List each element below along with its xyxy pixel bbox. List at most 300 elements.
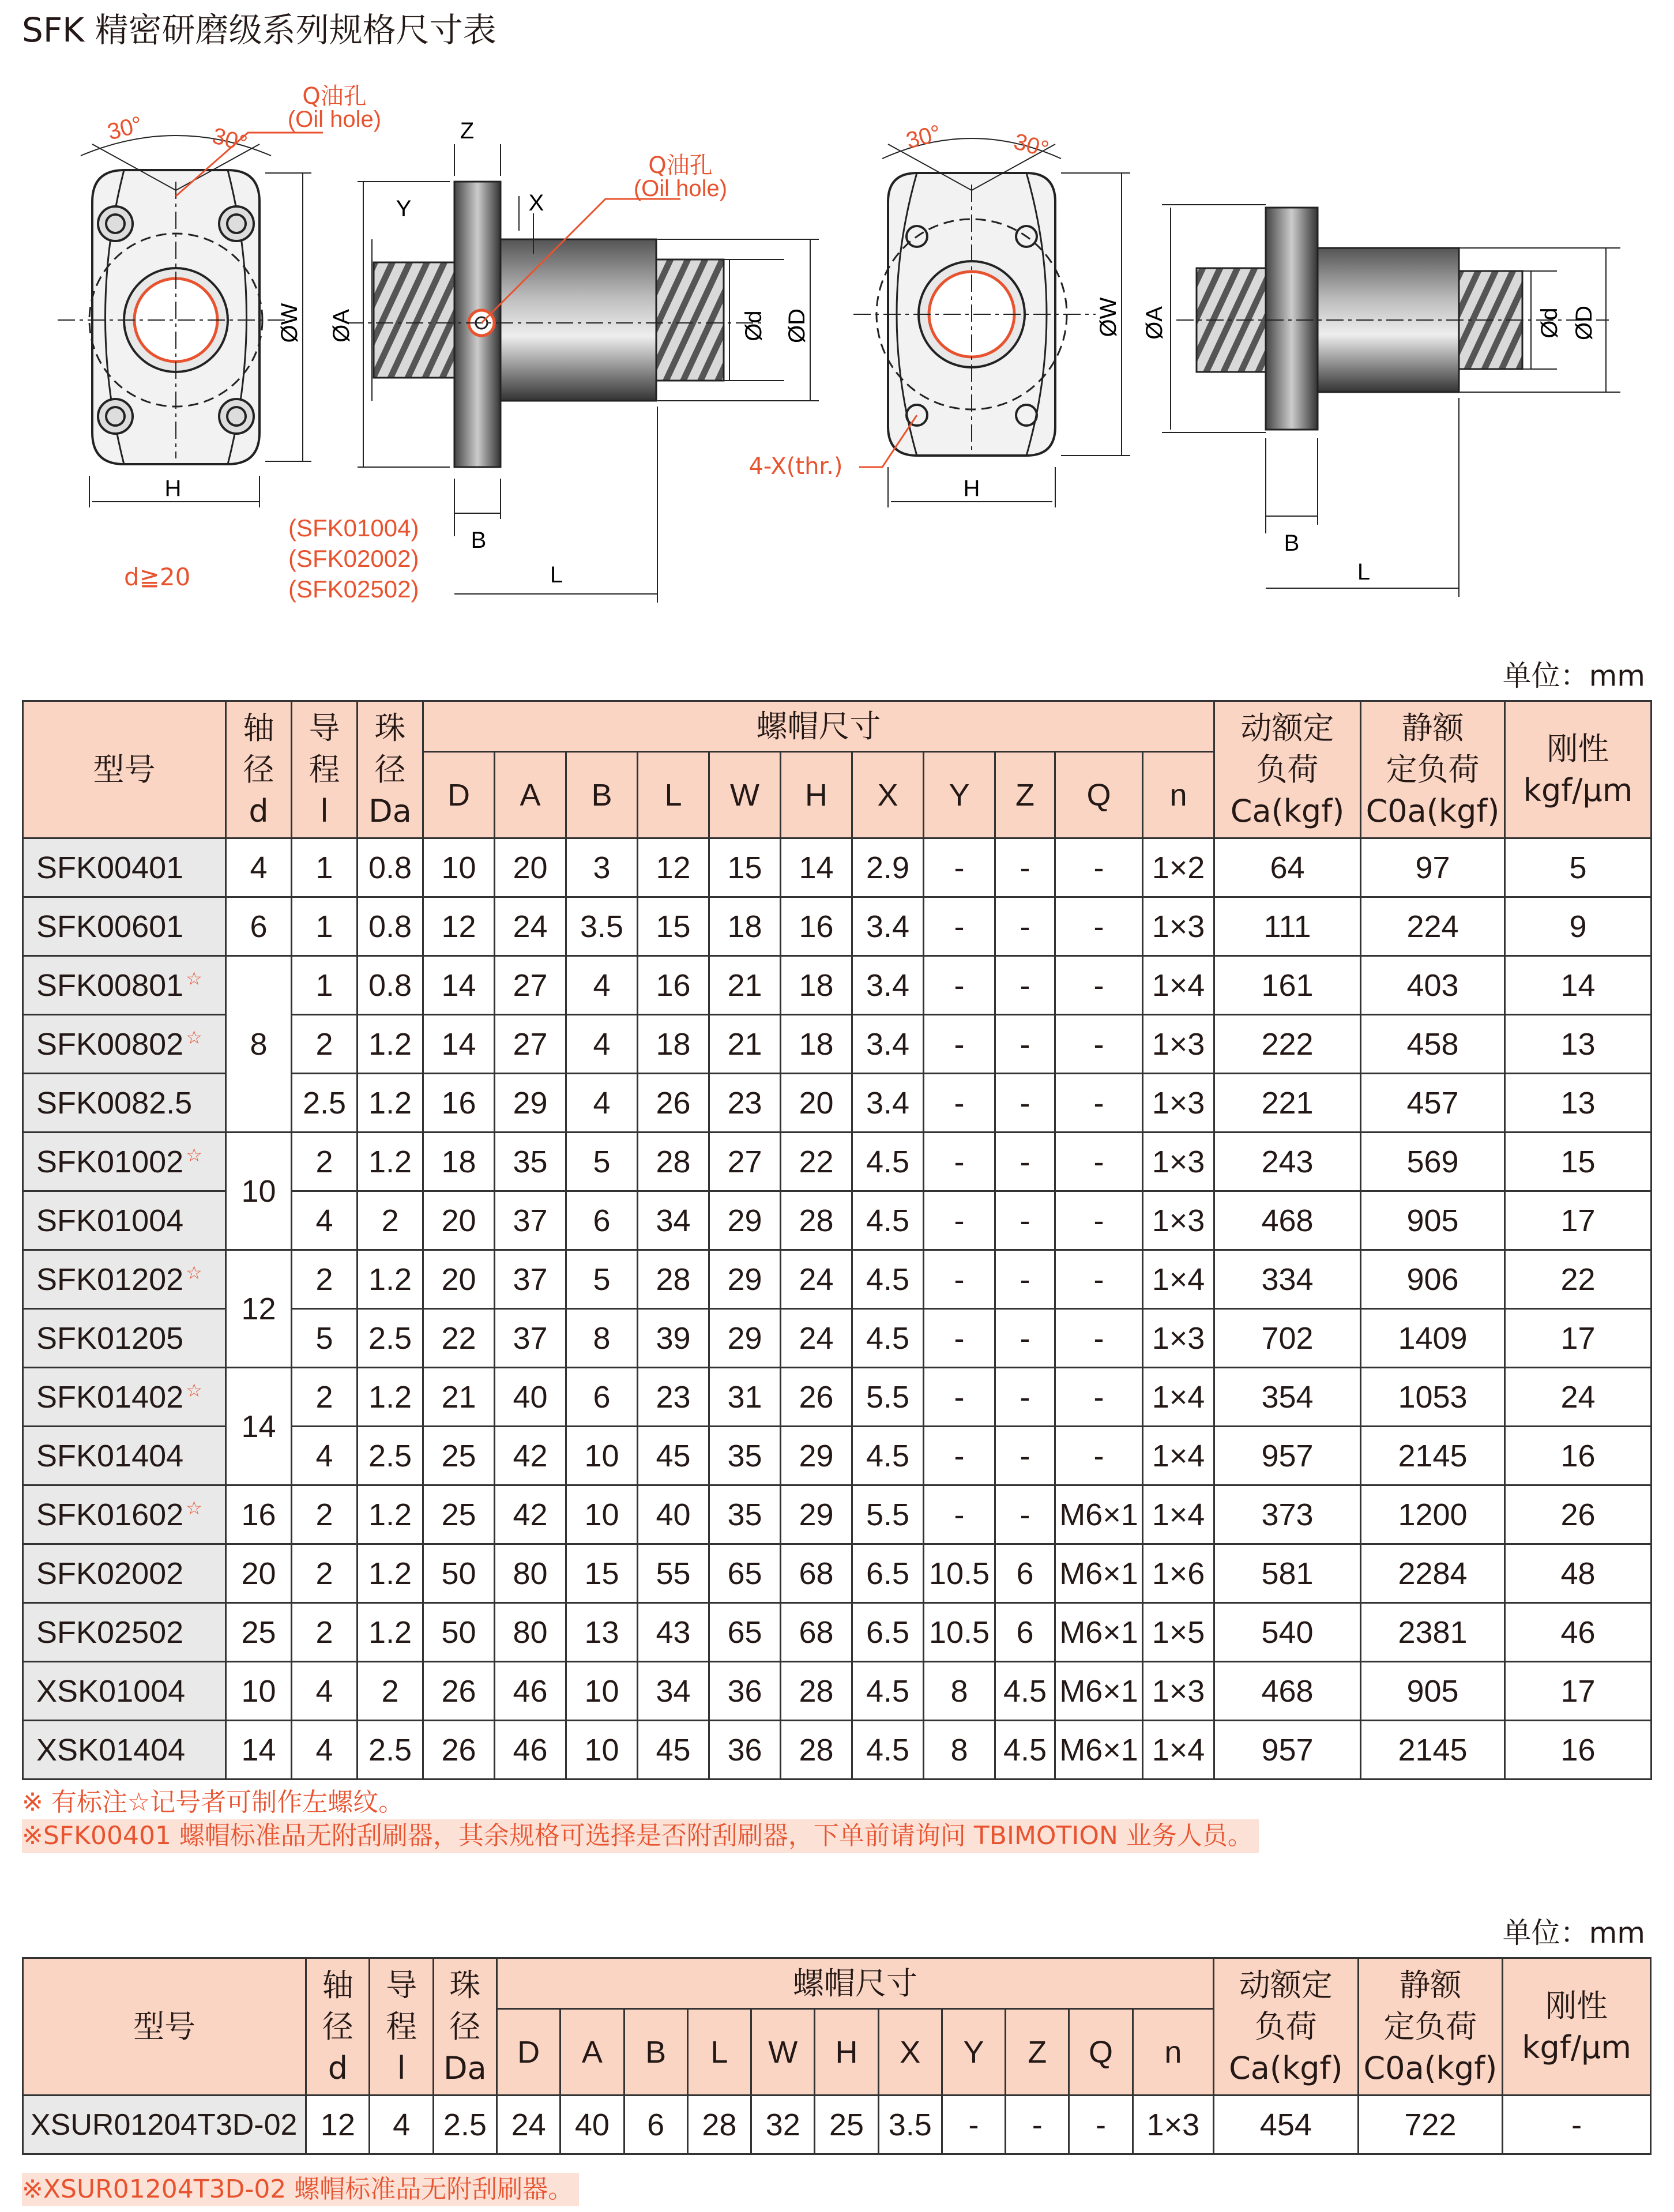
dim-y: Y: [396, 196, 412, 221]
cell-da: 0.8: [358, 838, 423, 897]
cell-h: 18: [781, 956, 852, 1015]
cell-k: 15: [1505, 1133, 1652, 1191]
cell-b: 3.5: [566, 897, 638, 956]
cell-n: 1×2: [1143, 838, 1214, 897]
left-thread-star-icon: ☆: [186, 1497, 202, 1518]
header-col-W: W: [751, 2009, 815, 2096]
cell-y: -: [942, 2096, 1005, 2154]
note-left-thread: ※ 有标注☆记号者可制作左螺纹。: [22, 1788, 404, 1817]
cell-k: 17: [1505, 1309, 1652, 1368]
cell-l: 2.5: [292, 1074, 358, 1133]
cell-z: 6: [995, 1603, 1055, 1662]
header-col-H: H: [815, 2009, 878, 2096]
dim-a: ØA: [1142, 306, 1167, 340]
cell-l: 4: [292, 1427, 358, 1485]
header-col-n: n: [1133, 2009, 1213, 2096]
cell-c0a: 906: [1361, 1250, 1505, 1309]
cell-h: 28: [781, 1662, 852, 1721]
model-note: (SFK01004): [288, 514, 419, 541]
cell-h: 24: [781, 1250, 852, 1309]
cell-b: 5: [566, 1250, 638, 1309]
cell-d: 14: [226, 1721, 292, 1780]
cell-d: 10: [423, 838, 495, 897]
table-row: [23, 1485, 1652, 1544]
cell-d: 20: [226, 1544, 292, 1603]
dim-h: H: [164, 476, 182, 501]
dim-a: ØA: [329, 309, 354, 343]
cell-h: 16: [781, 897, 852, 956]
cell-l: 23: [638, 1368, 709, 1427]
cell-w: 18: [709, 897, 781, 956]
cell-z: -: [995, 956, 1055, 1015]
cell-l: 2: [292, 1603, 358, 1662]
cell-k: 22: [1505, 1250, 1652, 1309]
dim-d: Ød: [1537, 307, 1562, 338]
cell-n: 1×3: [1143, 897, 1214, 956]
cell-model: SFK01602 ☆: [23, 1485, 226, 1544]
cell-d: 24: [497, 2096, 560, 2154]
cell-d: 18: [423, 1133, 495, 1191]
cell-x: 4.5: [852, 1250, 924, 1309]
cell-b: 4: [566, 1074, 638, 1133]
cell-c0a: 2284: [1361, 1544, 1505, 1603]
cell-q: -: [1055, 1015, 1143, 1074]
cell-a: 40: [560, 2096, 624, 2154]
cell-c0a: 457: [1361, 1074, 1505, 1133]
left-thread-star-icon: ☆: [186, 1026, 202, 1048]
header-col-Q: Q: [1055, 752, 1143, 838]
cell-n: 1×3: [1133, 2096, 1213, 2154]
dim-D: ØD: [784, 309, 810, 343]
cell-n: 1×4: [1143, 1250, 1214, 1309]
header-col-L: L: [638, 752, 709, 838]
cell-ca: 221: [1214, 1074, 1361, 1133]
cell-y: -: [924, 897, 995, 956]
cell-da: 0.8: [358, 897, 423, 956]
cell-x: 3.5: [878, 2096, 942, 2154]
table-row: [23, 956, 1652, 1015]
cell-l: 2: [292, 1250, 358, 1309]
cell-h: 28: [781, 1191, 852, 1250]
cell-n: 1×3: [1143, 1133, 1214, 1191]
cell-da: 1.2: [358, 1133, 423, 1191]
header-col-D: D: [497, 2009, 560, 2096]
cell-h: 18: [781, 1015, 852, 1074]
cell-b: 10: [566, 1485, 638, 1544]
cell-l: 45: [638, 1721, 709, 1780]
cell-a: 37: [495, 1250, 566, 1309]
cell-d: 6: [226, 897, 292, 956]
table-row: [23, 1603, 1652, 1662]
cell-d: 14: [226, 1368, 292, 1485]
cell-h: 29: [781, 1427, 852, 1485]
cell-y: -: [924, 1133, 995, 1191]
cell-l: 28: [638, 1133, 709, 1191]
cell-ca: 354: [1214, 1368, 1361, 1427]
cell-q: -: [1055, 1133, 1143, 1191]
header-nut-dims: 螺帽尺寸: [497, 1958, 1214, 2009]
cell-y: -: [924, 1191, 995, 1250]
cell-l: 16: [638, 956, 709, 1015]
spec-table-sfk: [22, 700, 1652, 1780]
cell-d: 8: [226, 956, 292, 1133]
cell-z: -: [995, 1133, 1055, 1191]
cell-n: 1×3: [1143, 1074, 1214, 1133]
cell-d: 20: [423, 1250, 495, 1309]
cell-k: 46: [1505, 1603, 1652, 1662]
cell-d: 12: [423, 897, 495, 956]
cell-model: SFK01202 ☆: [23, 1250, 226, 1309]
cell-k: -: [1503, 2096, 1651, 2154]
d-condition: d≧20: [124, 563, 191, 591]
cell-a: 29: [495, 1074, 566, 1133]
cell-model: SFK01402 ☆: [23, 1368, 226, 1427]
header-col-A: A: [495, 752, 566, 838]
cell-model: XSK01404: [23, 1721, 226, 1780]
cell-da: 1.2: [358, 1485, 423, 1544]
dim-l: L: [1357, 559, 1371, 585]
cell-k: 17: [1505, 1662, 1652, 1721]
cell-y: 8: [924, 1721, 995, 1780]
oil-hole-label-en: (Oil hole): [287, 107, 382, 132]
cell-model: SFK01404: [23, 1427, 226, 1485]
cell-model: SFK00601: [23, 897, 226, 956]
dim-h: H: [963, 476, 980, 501]
cell-h: 29: [781, 1485, 852, 1544]
cell-a: 20: [495, 838, 566, 897]
cell-c0a: 224: [1361, 897, 1505, 956]
left-thread-star-icon: ☆: [186, 1144, 202, 1165]
cell-a: 37: [495, 1191, 566, 1250]
dim-w: ØW: [277, 303, 302, 343]
header-col-Z: Z: [1006, 2009, 1069, 2096]
cell-b: 3: [566, 838, 638, 897]
oil-hole-label: Q油孔: [302, 83, 367, 110]
cell-d: 10: [226, 1133, 292, 1250]
table-row: [23, 897, 1652, 956]
header-ball-dia: 珠 径 Da: [358, 701, 423, 838]
cell-a: 46: [495, 1721, 566, 1780]
dim-b: B: [471, 528, 487, 553]
cell-n: 1×4: [1143, 1721, 1214, 1780]
thread-label: 4-X(thr.): [748, 453, 843, 480]
cell-y: -: [924, 1368, 995, 1427]
cell-y: -: [924, 1015, 995, 1074]
header-col-Y: Y: [924, 752, 995, 838]
cell-ca: 957: [1214, 1721, 1361, 1780]
cell-h: 26: [781, 1368, 852, 1427]
cell-q: -: [1055, 1368, 1143, 1427]
cell-l: 2: [292, 1368, 358, 1427]
table-row: [23, 1368, 1652, 1427]
cell-z: -: [995, 1250, 1055, 1309]
cell-b: 6: [624, 2096, 687, 2154]
cell-a: 40: [495, 1368, 566, 1427]
cell-a: 24: [495, 897, 566, 956]
cell-y: -: [924, 1250, 995, 1309]
header-col-B: B: [566, 752, 638, 838]
cell-da: 1.2: [358, 1015, 423, 1074]
table-row: [23, 1250, 1652, 1309]
header-col-n: n: [1143, 752, 1214, 838]
cell-l: 4: [292, 1662, 358, 1721]
cell-h: 68: [781, 1603, 852, 1662]
cell-q: M6×1: [1055, 1662, 1143, 1721]
cell-x: 4.5: [852, 1133, 924, 1191]
header-col-L: L: [687, 2009, 751, 2096]
table-row: [23, 1133, 1652, 1191]
cell-k: 14: [1505, 956, 1652, 1015]
cell-x: 3.4: [852, 1015, 924, 1074]
cell-model: SFK00802 ☆: [23, 1015, 226, 1074]
cell-da: 2.5: [358, 1427, 423, 1485]
header-model: 型号: [23, 1958, 306, 2096]
cell-l: 4: [292, 1191, 358, 1250]
table-row: [23, 2096, 1651, 2154]
cell-a: 80: [495, 1544, 566, 1603]
cell-x: 6.5: [852, 1603, 924, 1662]
cell-ca: 468: [1214, 1662, 1361, 1721]
angle-label: 30°: [1011, 129, 1052, 163]
header-dynamic-load: 动额定 负荷 Ca(kgf): [1214, 701, 1361, 838]
cell-q: -: [1055, 1427, 1143, 1485]
cell-l: 12: [638, 838, 709, 897]
cell-z: -: [1006, 2096, 1069, 2154]
cell-b: 10: [566, 1662, 638, 1721]
left-thread-star-icon: ☆: [186, 1379, 202, 1401]
cell-l: 2: [292, 1133, 358, 1191]
cell-da: 1.2: [358, 1368, 423, 1427]
cell-da: 2.5: [433, 2096, 496, 2154]
cell-d: 16: [423, 1074, 495, 1133]
cell-l: 28: [638, 1250, 709, 1309]
cell-d: 12: [306, 2096, 370, 2154]
cell-model: XSUR01204T3D-02: [23, 2096, 306, 2154]
header-col-X: X: [852, 752, 924, 838]
cell-x: 4.5: [852, 1191, 924, 1250]
angle-label: 30°: [903, 120, 944, 154]
cell-h: 28: [781, 1721, 852, 1780]
table-row: [23, 838, 1652, 897]
header-static-load: 静额 定负荷 C0a(kgf): [1358, 1958, 1503, 2096]
cell-b: 13: [566, 1603, 638, 1662]
header-stiffness: 刚性 kgf/μm: [1505, 701, 1652, 838]
cell-z: -: [995, 1485, 1055, 1544]
cell-d: 21: [423, 1368, 495, 1427]
cell-y: -: [924, 1309, 995, 1368]
cell-b: 6: [566, 1368, 638, 1427]
angle-label: 30°: [104, 111, 145, 145]
cell-c0a: 2145: [1361, 1427, 1505, 1485]
dim-d: Ød: [741, 310, 766, 341]
header-static-load: 静额 定负荷 C0a(kgf): [1361, 701, 1505, 838]
cell-l: 2: [292, 1485, 358, 1544]
cell-x: 6.5: [852, 1544, 924, 1603]
cell-d: 14: [423, 1015, 495, 1074]
cell-h: 24: [781, 1309, 852, 1368]
header-stiffness: 刚性 kgf/μm: [1503, 1958, 1651, 2096]
cell-d: 50: [423, 1544, 495, 1603]
cell-k: 48: [1505, 1544, 1652, 1603]
cell-q: -: [1055, 1250, 1143, 1309]
dim-x: X: [528, 190, 544, 216]
cell-x: 4.5: [852, 1309, 924, 1368]
cell-y: -: [924, 1427, 995, 1485]
cell-x: 2.9: [852, 838, 924, 897]
cell-b: 6: [566, 1191, 638, 1250]
cell-q: M6×1: [1055, 1603, 1143, 1662]
cell-q: -: [1069, 2096, 1133, 2154]
cell-w: 35: [709, 1485, 781, 1544]
cell-z: 6: [995, 1544, 1055, 1603]
dim-w: ØW: [1096, 297, 1121, 337]
cell-l: 45: [638, 1427, 709, 1485]
dim-D: ØD: [1571, 306, 1597, 340]
cell-d: 10: [226, 1662, 292, 1721]
note-xsur-wiper: ※XSUR01204T3D-02 螺帽标准品无附刮刷器。: [22, 2173, 579, 2206]
left-thread-star-icon: ☆: [186, 1262, 202, 1283]
cell-ca: 468: [1214, 1191, 1361, 1250]
cell-w: 15: [709, 838, 781, 897]
cell-ca: 702: [1214, 1309, 1361, 1368]
side-view-right: [1162, 205, 1620, 597]
cell-w: 65: [709, 1544, 781, 1603]
header-col-H: H: [781, 752, 852, 838]
header-dynamic-load: 动额定 负荷 Ca(kgf): [1214, 1958, 1359, 2096]
cell-z: -: [995, 1074, 1055, 1133]
dimension-diagram: [0, 58, 1674, 634]
header-col-Z: Z: [995, 752, 1055, 838]
cell-d: 20: [423, 1191, 495, 1250]
left-thread-star-icon: ☆: [186, 968, 202, 989]
cell-ca: 161: [1214, 956, 1361, 1015]
cell-model: SFK00801 ☆: [23, 956, 226, 1015]
cell-d: 14: [423, 956, 495, 1015]
cell-h: 25: [815, 2096, 878, 2154]
cell-b: 10: [566, 1721, 638, 1780]
cell-z: -: [995, 897, 1055, 956]
cell-a: 42: [495, 1485, 566, 1544]
cell-w: 29: [709, 1191, 781, 1250]
cell-y: 10.5: [924, 1603, 995, 1662]
table-row: [23, 1544, 1652, 1603]
cell-l: 43: [638, 1603, 709, 1662]
header-model: 型号: [23, 701, 226, 838]
cell-model: SFK01205: [23, 1309, 226, 1368]
cell-n: 1×6: [1143, 1544, 1214, 1603]
cell-z: 4.5: [995, 1662, 1055, 1721]
page-title: SFK 精密研磨级系列规格尺寸表: [22, 10, 496, 50]
cell-a: 80: [495, 1603, 566, 1662]
cell-h: 68: [781, 1544, 852, 1603]
header-nut-dims: 螺帽尺寸: [423, 701, 1214, 752]
cell-da: 1.2: [358, 1544, 423, 1603]
cell-w: 35: [709, 1427, 781, 1485]
cell-w: 21: [709, 956, 781, 1015]
cell-l: 1: [292, 956, 358, 1015]
cell-c0a: 1200: [1361, 1485, 1505, 1544]
cell-ca: 373: [1214, 1485, 1361, 1544]
spec-table-xsur: [22, 1957, 1652, 2155]
cell-w: 36: [709, 1662, 781, 1721]
cell-b: 4: [566, 956, 638, 1015]
header-shaft-dia: 轴 径 d: [306, 1958, 370, 2096]
cell-w: 36: [709, 1721, 781, 1780]
cell-l: 2: [292, 1544, 358, 1603]
cell-l: 1: [292, 838, 358, 897]
header-col-Y: Y: [942, 2009, 1005, 2096]
cell-c0a: 569: [1361, 1133, 1505, 1191]
cell-y: -: [924, 1485, 995, 1544]
cell-c0a: 2381: [1361, 1603, 1505, 1662]
cell-n: 1×3: [1143, 1662, 1214, 1721]
unit-label: 单位：mm: [1502, 659, 1645, 693]
cell-l: 34: [638, 1191, 709, 1250]
cell-x: 5.5: [852, 1368, 924, 1427]
dim-b: B: [1284, 531, 1300, 556]
cell-c0a: 1409: [1361, 1309, 1505, 1368]
cell-b: 8: [566, 1309, 638, 1368]
cell-q: -: [1055, 1074, 1143, 1133]
cell-a: 27: [495, 1015, 566, 1074]
cell-y: 8: [924, 1662, 995, 1721]
front-view-right: [853, 138, 1130, 507]
cell-z: -: [995, 838, 1055, 897]
cell-ca: 581: [1214, 1544, 1361, 1603]
cell-a: 37: [495, 1309, 566, 1368]
cell-l: 28: [687, 2096, 751, 2154]
cell-q: M6×1: [1055, 1721, 1143, 1780]
cell-b: 15: [566, 1544, 638, 1603]
cell-l: 2: [292, 1015, 358, 1074]
cell-d: 26: [423, 1721, 495, 1780]
cell-ca: 64: [1214, 838, 1361, 897]
cell-l: 18: [638, 1015, 709, 1074]
cell-l: 34: [638, 1662, 709, 1721]
cell-a: 35: [495, 1133, 566, 1191]
cell-c0a: 97: [1361, 838, 1505, 897]
cell-model: SFK01002 ☆: [23, 1133, 226, 1191]
cell-d: 50: [423, 1603, 495, 1662]
cell-n: 1×4: [1143, 956, 1214, 1015]
cell-d: 26: [423, 1662, 495, 1721]
cell-k: 26: [1505, 1485, 1652, 1544]
cell-l: 1: [292, 897, 358, 956]
cell-w: 27: [709, 1133, 781, 1191]
cell-h: 14: [781, 838, 852, 897]
cell-q: M6×1: [1055, 1544, 1143, 1603]
cell-k: 16: [1505, 1721, 1652, 1780]
cell-b: 10: [566, 1427, 638, 1485]
cell-z: 4.5: [995, 1721, 1055, 1780]
cell-l: 39: [638, 1309, 709, 1368]
cell-l: 26: [638, 1074, 709, 1133]
angle-label: 30°: [209, 123, 250, 157]
header-col-D: D: [423, 752, 495, 838]
cell-q: -: [1055, 897, 1143, 956]
cell-k: 13: [1505, 1015, 1652, 1074]
header-col-X: X: [878, 2009, 942, 2096]
cell-n: 1×4: [1143, 1368, 1214, 1427]
cell-n: 1×3: [1143, 1309, 1214, 1368]
cell-l: 15: [638, 897, 709, 956]
dim-z: Z: [460, 118, 475, 144]
cell-k: 13: [1505, 1074, 1652, 1133]
cell-model: SFK01004: [23, 1191, 226, 1250]
cell-ca: 111: [1214, 897, 1361, 956]
cell-a: 46: [495, 1662, 566, 1721]
cell-y: -: [924, 838, 995, 897]
